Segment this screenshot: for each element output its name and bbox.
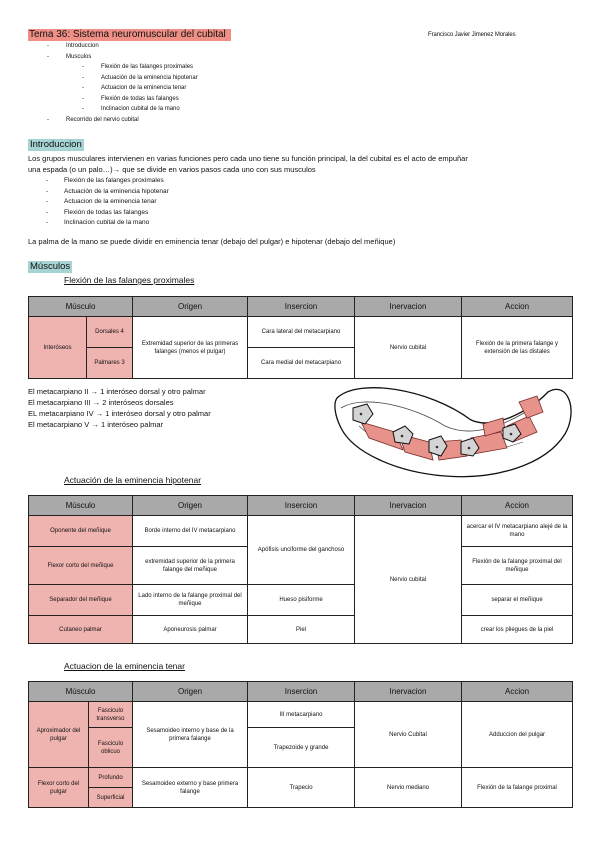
list-item: - Flexión de las falanges proximales — [64, 176, 169, 187]
origen-cell: Sesamoideo externo y base primera falange — [133, 768, 248, 808]
insercion-cell: Cara lateral del metacarpiano — [248, 317, 355, 348]
insercion-cell: III metacarpiano — [248, 702, 355, 728]
origen-cell: Borde interno del IV metacarpiano — [133, 516, 248, 547]
col-header: Insercion — [248, 682, 355, 702]
col-header: Músculo — [29, 682, 133, 702]
toc-item: - Recorrido del nervio cubital — [66, 115, 198, 126]
table3-title: Actuacion de la eminencia tenar — [64, 661, 185, 671]
col-header: Músculo — [29, 297, 133, 317]
col-header: Accion — [462, 682, 573, 702]
note-line: El metacarpiano II → 1 interóseo dorsal y otro palmar — [28, 387, 206, 396]
accion-cell: Flexión de la falange proximal del meñique — [462, 547, 573, 585]
muscle-sub: Fasciculo transverso — [89, 702, 133, 728]
table-of-contents — [66, 41, 198, 125]
muscle-name: Flexor corto del meñique — [29, 547, 133, 585]
col-header: Insercion — [248, 496, 355, 516]
muscle-sub: Dorsales 4 — [87, 317, 133, 348]
table2-title: Actuación de la eminencia hipotenar — [64, 475, 202, 485]
palm-description: La palma de la mano se puede dividir en eminencia tenar (debajo del pulgar) e hipotenar (debajo del meñique) — [28, 237, 396, 246]
insercion-cell: Trapecio — [248, 768, 355, 808]
intro-line-1: Los grupos musculares intervienen en varias funciones pero cada uno tiene su función principal, la del cubital es el acto de empuñar — [28, 154, 468, 163]
accion-cell: Flexión de la falange proximal — [462, 768, 573, 808]
list-item: - Inclinacion cubital de la mano — [64, 218, 169, 229]
inervacion-cell: Nervio cubital — [355, 317, 462, 379]
muscle-name: Interóseos — [29, 317, 87, 379]
col-header: Origen — [133, 682, 248, 702]
toc-item: - Musculos — [66, 52, 198, 63]
insercion-cell: Apófisis unciforme del ganchoso — [248, 516, 355, 585]
inervacion-cell: Nervio Cubital — [355, 702, 462, 768]
metacarpal-cross-section-figure — [333, 380, 573, 482]
note-line: El metacarpiano III → 2 interóseos dorsales — [28, 398, 174, 407]
toc-item: - Introduccion — [66, 41, 198, 52]
muscle-sub: Fasciculo oblicuo — [89, 728, 133, 768]
toc-subitem: - Actuacion de la eminencia tenar — [101, 83, 198, 94]
accion-cell: acercar el IV metacarpiano alejé de la mano — [462, 516, 573, 547]
table-eminencia-tenar — [28, 681, 573, 808]
table1-title: Flexión de las falanges proximales — [64, 275, 195, 285]
muscle-name: Separador del meñique — [29, 585, 133, 616]
inervacion-cell: Nervio mediano — [355, 768, 462, 808]
insercion-cell: Cara medial del metacarpiano — [248, 348, 355, 379]
col-header: Inervacion — [355, 297, 462, 317]
muscle-name: Aproximador del pulgar — [29, 702, 89, 768]
muscle-sub: Superficial — [89, 788, 133, 808]
intro-heading: Introduccion — [30, 139, 82, 150]
toc-subitem: - Actuación de la eminencia hipotenar — [101, 73, 198, 84]
insercion-cell: Trapezoide y grande — [248, 728, 355, 768]
table-eminencia-hipotenar — [28, 495, 573, 644]
table-flexion-falanges — [28, 296, 573, 379]
col-header: Accion — [462, 297, 573, 317]
page-title: Tema 36: Sistema neuromuscular del cubital — [28, 29, 231, 41]
note-line: EL metacarpiano IV → 1 interóseo dorsal y otro palmar — [28, 409, 211, 418]
col-header: Accion — [462, 496, 573, 516]
muscle-name: Oponente del meñique — [29, 516, 133, 547]
col-header: Origen — [133, 297, 248, 317]
list-item: - Actuación de la eminencia hipotenar — [64, 187, 169, 198]
origen-cell: Extremidad superior de las primeras falanges (menos el pulgar) — [133, 317, 248, 379]
list-item: - Flexión de todas las falanges — [64, 208, 169, 219]
author-name: Francisco Javier Jimenez Morales — [428, 32, 516, 38]
musculos-heading: Músculos — [30, 261, 71, 272]
origen-cell: Aponeurosis palmar — [133, 616, 248, 644]
col-header: Origen — [133, 496, 248, 516]
muscle-name: Cutaneo palmar — [29, 616, 133, 644]
muscle-name: Flexor corto del pulgar — [29, 768, 89, 808]
col-header: Inervacion — [355, 496, 462, 516]
intro-bullets — [64, 176, 169, 229]
insercion-cell: Piel — [248, 616, 355, 644]
intro-line-2: una espada (o un palo…)→ que se divide en varios pasos cada uno con sus musculos — [28, 165, 316, 174]
accion-cell: Flexión de la primera falange y extensión de las distales — [462, 317, 573, 379]
note-line: El metacarpiano V → 1 interóseo palmar — [28, 420, 164, 429]
col-header: Inervacion — [355, 682, 462, 702]
list-item: - Actuacion de la eminencia tenar — [64, 197, 169, 208]
origen-cell: Sesamoideo interno y base de la primera falange — [133, 702, 248, 768]
muscle-sub: Profundo — [89, 768, 133, 788]
muscle-sub: Palmares 3 — [87, 348, 133, 379]
origen-cell: Lado interno de la falange proximal del meñique — [133, 585, 248, 616]
col-header: Músculo — [29, 496, 133, 516]
accion-cell: separar el meñique — [462, 585, 573, 616]
insercion-cell: Hueso pisiforme — [248, 585, 355, 616]
toc-subitem: - Flexión de las falanges proximales — [101, 62, 198, 73]
col-header: Insercion — [248, 297, 355, 317]
metacarpiano-notes — [28, 386, 211, 430]
accion-cell: Adduccion del pulgar — [462, 702, 573, 768]
origen-cell: extremidad superior de la primera falange del meñique — [133, 547, 248, 585]
toc-subitem: - Flexión de todas las falanges — [101, 94, 198, 105]
accion-cell: crear los pliegues de la piel — [462, 616, 573, 644]
toc-subitem: - Inclinacion cubital de la mano — [101, 104, 198, 115]
inervacion-cell: Nervio cubital — [355, 516, 462, 644]
